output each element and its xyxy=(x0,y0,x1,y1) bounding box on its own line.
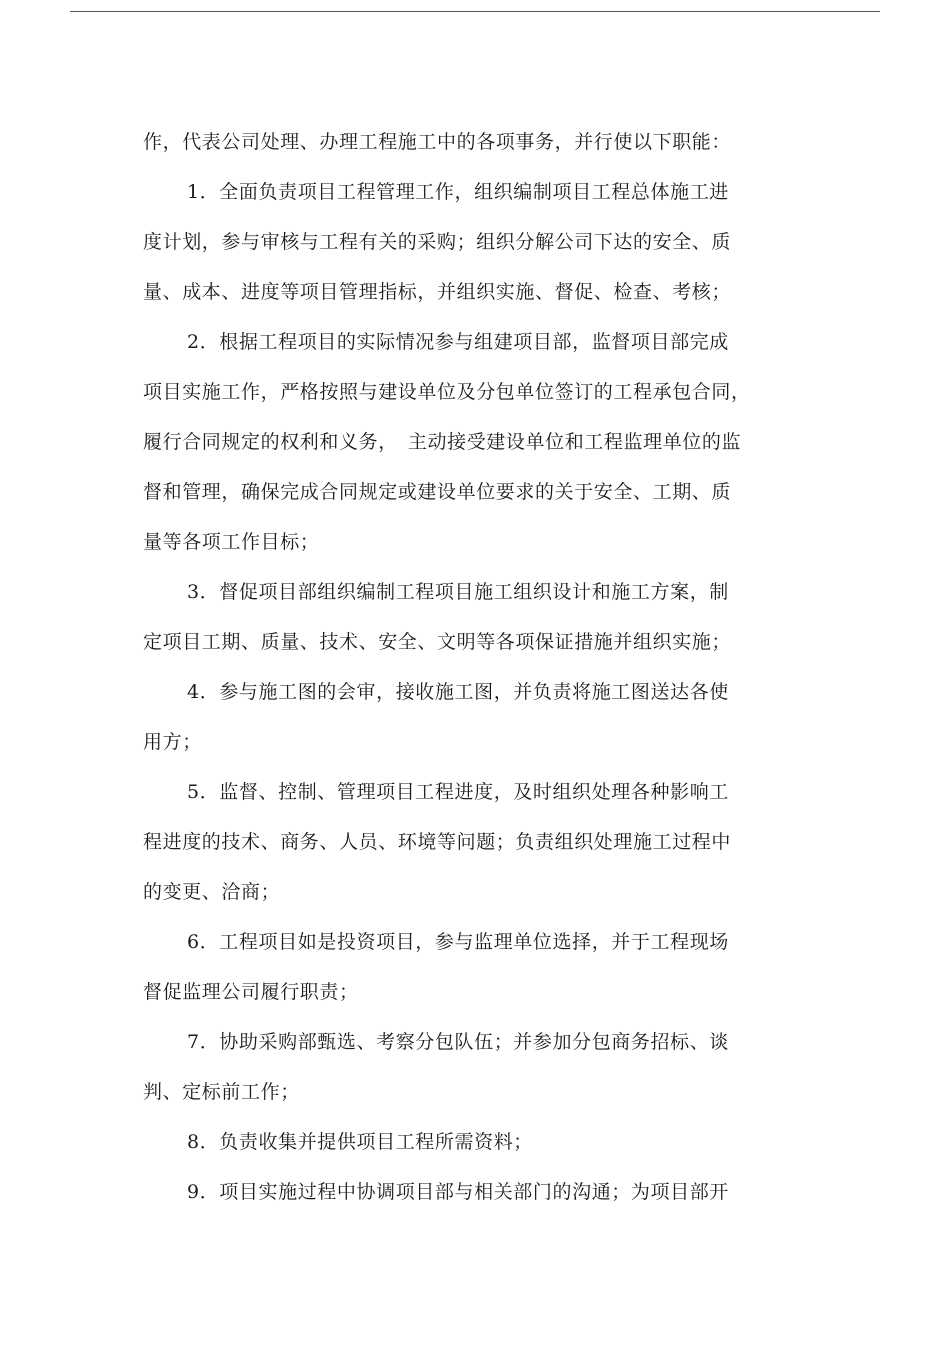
text-line: 1．全面负责项目工程管理工作，组织编制项目工程总体施工进 xyxy=(187,181,729,203)
header-rule xyxy=(70,11,880,12)
text-line: 的变更、洽商； xyxy=(143,881,281,903)
text-line: 量、成本、进度等项目管理指标，并组织实施、督促、检查、考核； xyxy=(143,281,732,303)
text-line: 程进度的技术、商务、人员、环境等问题；负责组织处理施工过程中 xyxy=(143,831,732,853)
text-line: 5．监督、控制、管理项目工程进度，及时组织处理各种影响工 xyxy=(187,781,729,803)
text-line: 判、定标前工作； xyxy=(143,1081,300,1103)
text-line: 6．工程项目如是投资项目，参与监理单位选择，并于工程现场 xyxy=(187,931,729,953)
text-line: 7．协助采购部甄选、考察分包队伍；并参加分包商务招标、谈 xyxy=(187,1031,729,1053)
text-line: 用方； xyxy=(143,731,202,753)
text-line: 督促监理公司履行职责； xyxy=(143,981,359,1003)
text-line: 履行合同规定的权利和义务， 主动接受建设单位和工程监理单位的监 xyxy=(143,431,742,453)
text-line: 度计划，参与审核与工程有关的采购；组织分解公司下达的安全、质 xyxy=(143,231,732,253)
text-line: 8．负责收集并提供项目工程所需资料； xyxy=(187,1131,533,1153)
text-line: 3．督促项目部组织编制工程项目施工组织设计和施工方案，制 xyxy=(187,581,729,603)
text-line: 4．参与施工图的会审，接收施工图，并负责将施工图送达各使 xyxy=(187,681,729,703)
text-line: 2．根据工程项目的实际情况参与组建项目部，监督项目部完成 xyxy=(187,331,729,353)
text-line: 项目实施工作，严格按照与建设单位及分包单位签订的工程承包合同， xyxy=(143,381,751,403)
document-body xyxy=(143,117,793,1217)
text-line: 作，代表公司处理、办理工程施工中的各项事务，并行使以下职能： xyxy=(143,131,732,153)
text-line: 督和管理，确保完成合同规定或建设单位要求的关于安全、工期、质 xyxy=(143,481,732,503)
text-line: 定项目工期、质量、技术、安全、文明等各项保证措施并组织实施； xyxy=(143,631,732,653)
text-line: 9．项目实施过程中协调项目部与相关部门的沟通；为项目部开 xyxy=(187,1181,729,1203)
text-line: 量等各项工作目标； xyxy=(143,531,320,553)
